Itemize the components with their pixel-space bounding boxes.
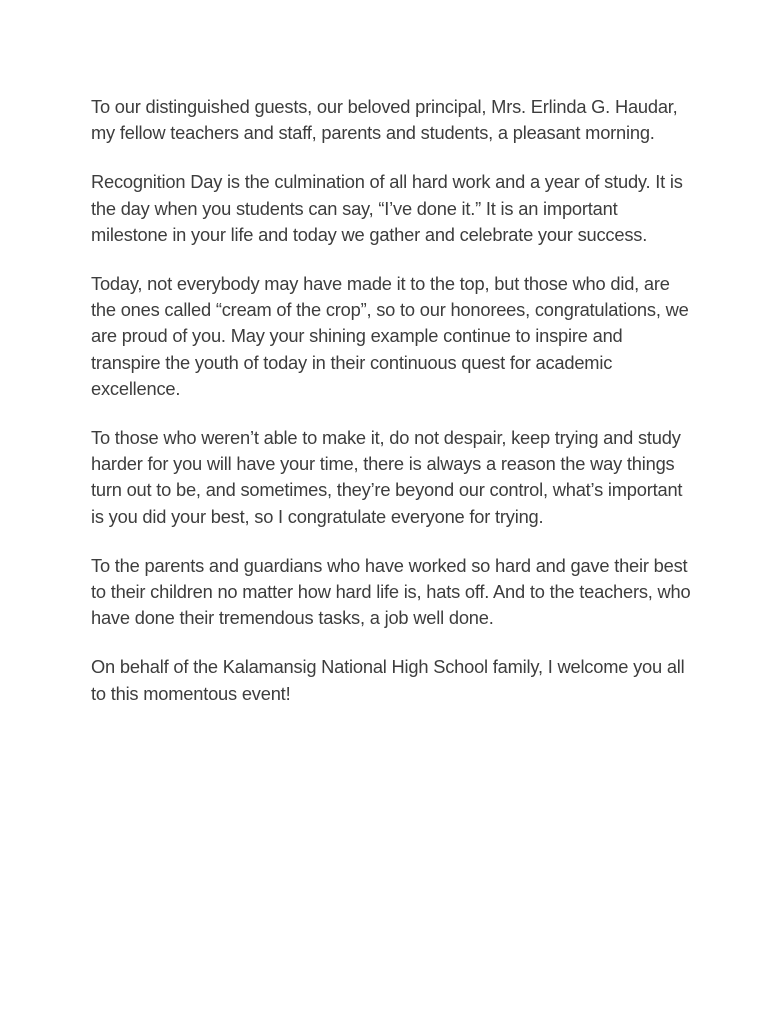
paragraph-honorees: Today, not everybody may have made it to the top, but those who did, are the ones called “cream of the crop”, so to our honorees, congratulations, we are proud of you. May your shining example continue to inspire and transpire the youth of today in their continuous quest for academic excellence. <box>91 273 689 399</box>
paragraph-encouragement: To those who weren’t able to make it, do not despair, keep trying and study harder for you will have your time, there is always a reason the way things turn out to be, and sometimes, they’re beyond our control, what’s important is you did your best, so I congratulate everyone for trying. <box>91 427 683 527</box>
paragraph-parents-teachers: To the parents and guardians who have worked so hard and gave their best to their children no matter how hard life is, hats off. And to the teachers, who have done their tremendous tasks, a job well done. <box>91 554 691 629</box>
paragraph-recognition-day: Recognition Day is the culmination of all hard work and a year of study. It is the day when you students can say, “I’ve done it.” It is an important milestone in your life and today we gather and celebrate your success. <box>91 171 683 245</box>
paragraph-greeting: To our distinguished guests, our beloved principal, Mrs. Erlinda G. Haudar, my fellow teachers and staff, parents and students, a pleasant morning. <box>91 96 678 144</box>
speech-body <box>91 94 691 730</box>
paragraph-welcome: On behalf of the Kalamansig National High School family, I welcome you all to this momentous event! <box>91 656 685 704</box>
